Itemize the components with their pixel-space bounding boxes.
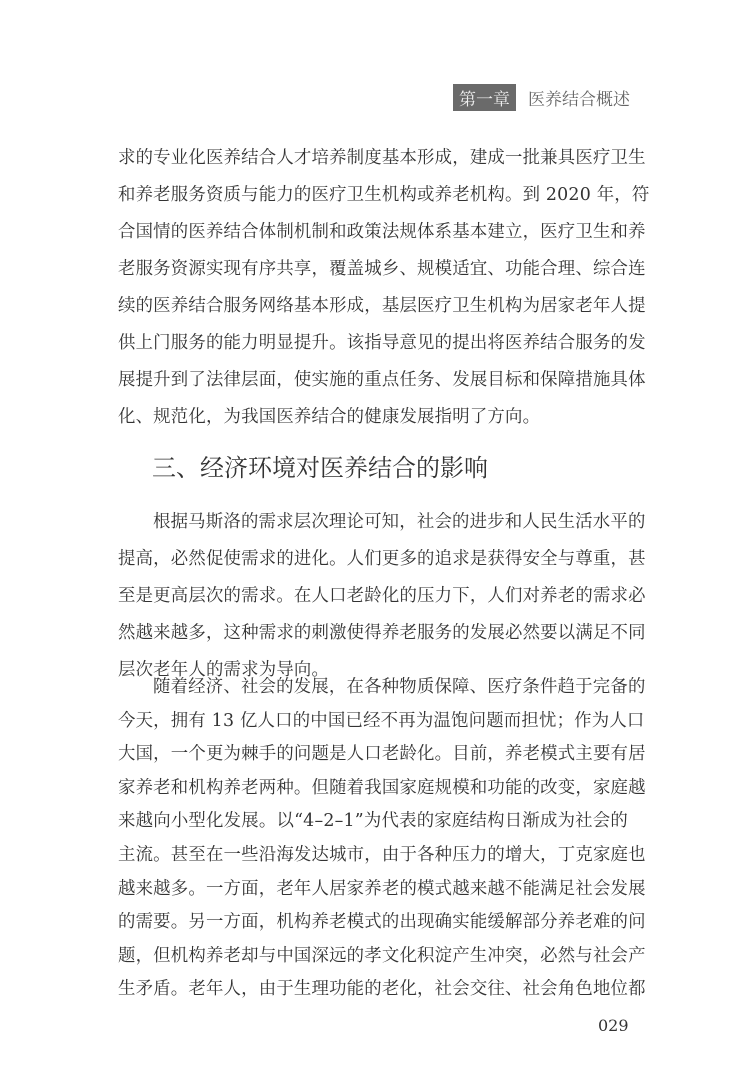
text-line: 老服务资源实现有序共享，覆盖城乡、规模适宜、功能合理、综合连 <box>118 259 646 279</box>
text-line: 题，但机构养老却与中国深远的孝文化积淀产生冲突，必然与社会产 <box>118 945 646 966</box>
text-line: 展提升到了法律层面，使实施的重点任务、发展目标和保障措施具体 <box>118 370 646 390</box>
running-header <box>453 84 630 111</box>
text-line: 家养老和机构养老两种。但随着我国家庭规模和功能的改变，家庭越 <box>118 777 646 798</box>
text-line: 求的专业化医养结合人才培养制度基本形成，建成一批兼具医疗卫生 <box>118 148 646 168</box>
text-line: 化、规范化，为我国医养结合的健康发展指明了方向。 <box>118 407 541 427</box>
text-line: 然越来越多，这种需求的刺激使得养老服务的发展必然要以满足不同 <box>118 623 646 643</box>
text-line: 来越向小型化发展。以“4–2–1”为代表的家庭结构日渐成为社会的 <box>118 811 628 832</box>
text-line: 主流。甚至在一些沿海发达城市，由于各种压力的增大，丁克家庭也 <box>118 845 646 865</box>
text-line: 今天，拥有 13 亿人口的中国已经不再为温饱问题而担忧；作为人口 <box>118 710 645 731</box>
text-line: 生矛盾。老年人，由于生理功能的老化，社会交往、社会角色地位都 <box>118 979 646 1000</box>
text-line: 续的医养结合服务网络基本形成，基层医疗卫生机构为居家老年人提 <box>118 296 646 316</box>
text-line: 和养老服务资质与能力的医疗卫生机构或养老机构。到 2020 年，符 <box>118 185 650 205</box>
text-line: 的需要。另一方面，机构养老模式的出现确实能缓解部分养老难的问 <box>118 912 646 933</box>
text-line: 大国，一个更为棘手的问题是人口老龄化。目前，养老模式主要有居 <box>118 744 646 765</box>
text-line: 供上门服务的能力明显提升。该指导意见的提出将医养结合服务的发 <box>118 333 646 353</box>
text-line: 提高，必然促使需求的进化。人们更多的追求是获得安全与尊重，甚 <box>118 549 646 569</box>
text-line: 合国情的医养结合体制机制和政策法规体系基本建立，医疗卫生和养 <box>118 222 646 242</box>
chapter-title: 医养结合概述 <box>528 90 630 110</box>
text-line: 越来越多。一方面，老年人居家养老的模式越来越不能满足社会发展 <box>118 878 646 899</box>
text-line: 至是更高层次的需求。在人口老龄化的压力下，人们对养老的需求必 <box>118 586 646 606</box>
section-heading: 三、经济环境对医养结合的影响 <box>152 454 488 482</box>
chapter-label: 第一章 <box>453 84 516 111</box>
text-line: 根据马斯洛的需求层次理论可知，社会的进步和人民生活水平的 <box>153 512 646 532</box>
text-line: 层次老年人的需求为导向。 <box>118 660 330 680</box>
page-number: 029 <box>598 1016 629 1035</box>
text-line: 随着经济、社会的发展，在各种物质保障、医疗条件趋于完备的 <box>153 677 646 697</box>
